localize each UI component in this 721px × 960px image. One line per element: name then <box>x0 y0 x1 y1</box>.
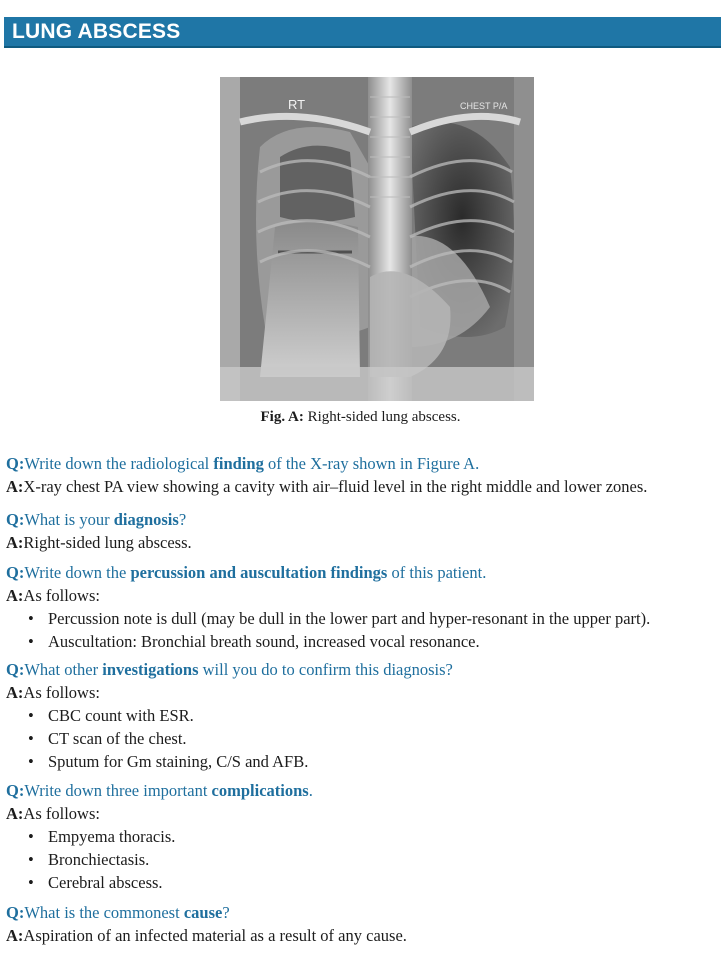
question-keyword: percussion and auscultation findings <box>130 563 388 582</box>
question-keyword: cause <box>183 903 223 922</box>
answer: A:Aspiration of an infected material as a result of any cause. <box>6 926 407 945</box>
question: Q:Write down the radiological finding of the X-ray shown in Figure A. <box>6 454 480 473</box>
header-bar <box>4 17 721 48</box>
answer: A:As follows: <box>6 683 100 702</box>
qa-block <box>6 779 721 894</box>
list-item: • Cerebral abscess. <box>28 873 163 892</box>
answer-list <box>6 607 721 653</box>
qa-block <box>6 561 721 653</box>
qa-block <box>6 508 721 554</box>
answer: A:X-ray chest PA view showing a cavity with air–fluid level in the right middle and lower zones. <box>6 477 648 496</box>
list-item: • Bronchiectasis. <box>28 850 150 869</box>
answer: A:As follows: <box>6 586 100 605</box>
xray-label-chest-pa: CHEST P/A <box>460 101 508 111</box>
question: Q:Write down three important complications. <box>6 781 313 800</box>
answer-list <box>6 825 721 894</box>
answer-list <box>6 704 721 773</box>
qa-block <box>6 452 721 498</box>
caption-text: Right-sided lung abscess. <box>303 409 461 425</box>
page-title: LUNG ABSCESS <box>12 20 181 43</box>
question: Q:What is your diagnosis? <box>6 510 187 529</box>
chest-xray-image <box>220 77 534 401</box>
answer: A:As follows: <box>6 804 100 823</box>
caption-label: Fig. A: <box>260 409 304 425</box>
question-keyword: investigations <box>102 660 199 679</box>
qa-block <box>6 658 721 773</box>
list-item: • Sputum for Gm staining, C/S and AFB. <box>28 752 309 771</box>
xray-figure <box>220 77 534 401</box>
answer: A:Right-sided lung abscess. <box>6 533 192 552</box>
question: Q:What is the commonest cause? <box>6 903 230 922</box>
list-item: • Empyema thoracis. <box>28 827 176 846</box>
question-keyword: finding <box>213 454 264 473</box>
question: Q:Write down the percussion and auscultation findings of this patient. <box>6 563 487 582</box>
qa-block <box>6 901 721 947</box>
question-keyword: diagnosis <box>113 510 179 529</box>
figure-caption <box>0 409 721 426</box>
list-item: • Auscultation: Bronchial breath sound, increased vocal resonance. <box>28 632 480 651</box>
xray-label-rt: RT <box>288 97 306 112</box>
question: Q:What other investigations will you do to confirm this diagnosis? <box>6 660 453 679</box>
list-item: • CT scan of the chest. <box>28 729 187 748</box>
list-item: • CBC count with ESR. <box>28 706 194 725</box>
question-keyword: complications <box>211 781 309 800</box>
list-item: • Percussion note is dull (may be dull in the lower part and hyper-resonant in the upper part). <box>28 609 651 628</box>
